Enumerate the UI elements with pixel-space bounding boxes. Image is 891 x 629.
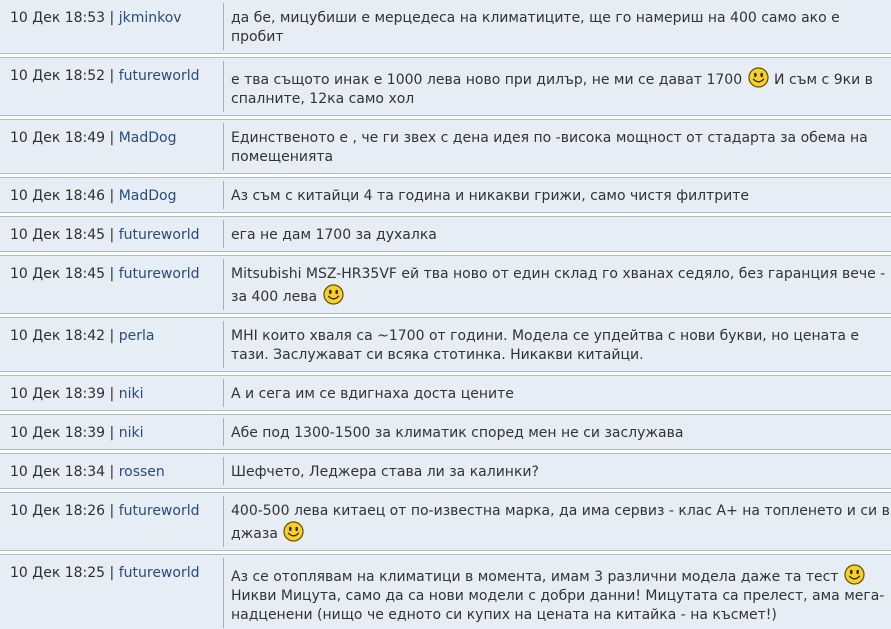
meta-separator: | [105,188,119,204]
chat-message-row [0,375,891,411]
meta-separator: | [105,386,119,402]
message-username[interactable]: futureworld [118,68,200,84]
message-timestamp: 10 Дек 18:45 [10,266,106,282]
message-username[interactable]: niki [118,425,144,441]
message-meta [0,58,223,115]
message-meta [0,376,223,410]
message-text [224,318,891,371]
message-text [224,178,891,212]
smiley-emoji-icon [283,521,304,542]
smiley-emoji-icon [844,564,865,585]
message-timestamp: 10 Дек 18:26 [10,503,106,519]
message-text-fragment: Шефчето, Леджера става ли за калинки? [231,464,539,480]
message-text [224,58,891,115]
message-text [224,0,891,53]
chat-message-row [0,177,891,213]
message-username[interactable]: MadDog [118,130,177,146]
message-text-fragment: MHI които хваля са ~1700 от години. Модела се упдейтва с нови букви, но цената е тази. Заслужават си всяка стотинка. Никакви китайци. [231,328,864,363]
message-timestamp: 10 Дек 18:25 [10,565,106,581]
message-text-fragment: Аз се отоплявам на климатици в момента, имам 3 различни модела даже та тест [231,569,843,585]
message-text [224,120,891,173]
message-username[interactable]: jkminkov [118,10,182,26]
smiley-emoji-icon [323,284,344,305]
message-meta [0,120,223,173]
chat-message-row [0,492,891,551]
message-meta [0,318,223,371]
message-text [224,415,891,449]
meta-separator: | [105,503,119,519]
meta-separator: | [105,464,119,480]
message-text-fragment: Единственото е , че ги звех с дена идея по -висока мощност от стадарта за обема на помещенията [231,130,873,165]
chat-message-row [0,317,891,372]
message-timestamp: 10 Дек 18:52 [10,68,106,84]
message-text-fragment: 400-500 лева китаец от по-известна марка, да има сервиз - клас А+ на топленето и си в джаза [231,503,890,542]
message-timestamp: 10 Дек 18:53 [10,10,106,26]
message-text [224,454,891,488]
message-text-fragment: Абе под 1300-1500 за климатик според мен не си заслужава [231,425,684,441]
message-text-fragment: да бе, мицубиши е мерцедеса на климатиците, ще го намериш на 400 само ако е пробит [231,10,845,45]
message-text [224,376,891,410]
message-text-fragment: Mitsubishi MSZ-HR35VF ей тва ново от един склад го хванах седяло, без гаранция вече - за 400 лева [231,266,890,305]
meta-separator: | [105,10,119,26]
message-text [224,493,891,550]
chat-message-row [0,0,891,54]
meta-separator: | [105,328,119,344]
message-text-fragment: Никви Мицута, само да са нови модели с добри данни! Мицутата са прелест, ама мега-надценени (нищо че едното си купих на цената на китайка - на късмет!) [231,569,885,623]
message-meta [0,555,223,629]
message-username[interactable]: futureworld [118,565,200,581]
message-text-fragment: ега не дам 1700 за духалка [231,227,437,243]
message-timestamp: 10 Дек 18:42 [10,328,106,344]
message-timestamp: 10 Дек 18:34 [10,464,106,480]
message-meta [0,256,223,313]
message-timestamp: 10 Дек 18:39 [10,386,106,402]
meta-separator: | [105,130,119,146]
message-text [224,555,891,629]
message-text-fragment: А и сега им се вдигнаха доста цените [231,386,514,402]
message-username[interactable]: futureworld [118,227,200,243]
chat-message-row [0,216,891,252]
chat-message-row [0,453,891,489]
message-timestamp: 10 Дек 18:39 [10,425,106,441]
message-text [224,217,891,251]
message-username[interactable]: futureworld [118,503,200,519]
chat-message-row [0,119,891,174]
message-text [224,256,891,313]
chat-message-row [0,255,891,314]
message-timestamp: 10 Дек 18:46 [10,188,106,204]
message-meta [0,178,223,212]
message-text-fragment: е тва същото инак е 1000 лева ново при дилър, не ми се дават 1700 [231,72,747,88]
message-text-fragment: Аз съм с китайци 4 та година и никакви грижи, само чистя филтрите [231,188,750,204]
message-meta [0,0,223,53]
chat-message-row [0,57,891,116]
message-username[interactable]: MadDog [118,188,177,204]
message-timestamp: 10 Дек 18:49 [10,130,106,146]
meta-separator: | [105,425,119,441]
message-meta [0,415,223,449]
meta-separator: | [105,68,119,84]
meta-separator: | [105,227,119,243]
meta-separator: | [105,266,119,282]
message-username[interactable]: perla [118,328,155,344]
message-username[interactable]: niki [118,386,144,402]
message-timestamp: 10 Дек 18:45 [10,227,106,243]
meta-separator: | [105,565,119,581]
message-meta [0,217,223,251]
message-username[interactable]: rossen [118,464,165,480]
message-text-fragment: И съм с 9ки в спалните, 12ка само хол [231,72,878,107]
message-meta [0,493,223,550]
smiley-emoji-icon [748,67,769,88]
message-username[interactable]: futureworld [118,266,200,282]
chat-message-row [0,414,891,450]
message-meta [0,454,223,488]
chat-message-row [0,554,891,629]
